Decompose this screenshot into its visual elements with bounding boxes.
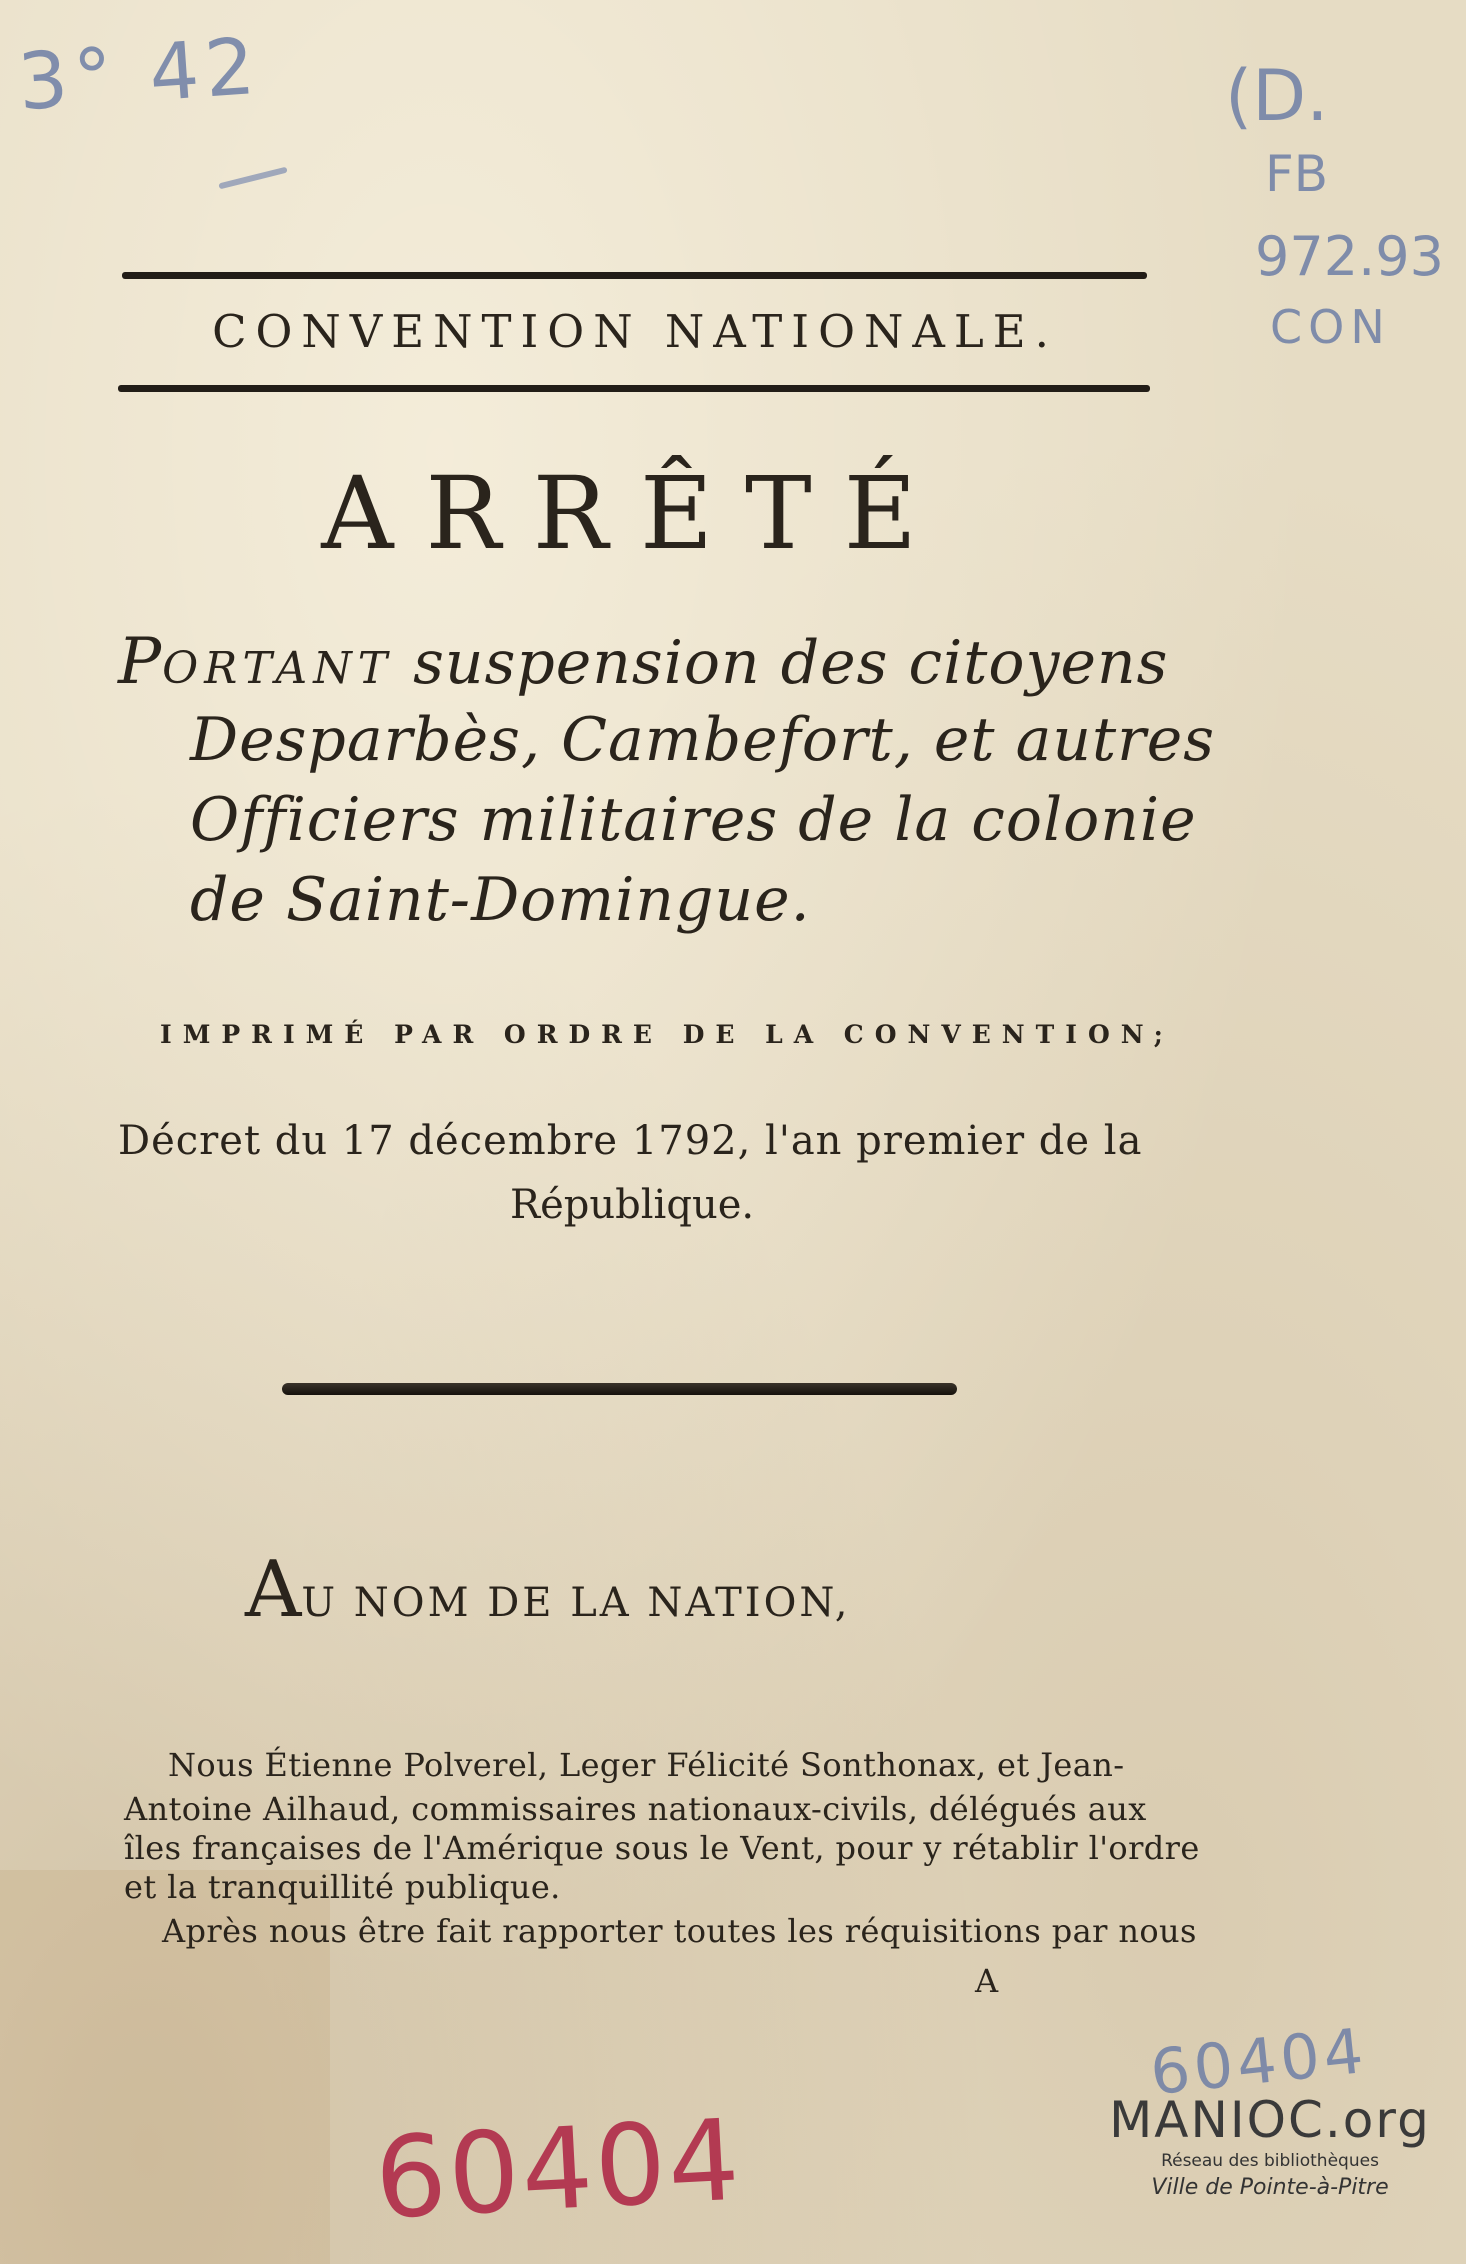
subtitle-line-2: Desparbès, Cambefort, et autres xyxy=(190,705,1216,775)
pencil-annotation-right-3: 972.93 xyxy=(1255,225,1444,288)
document-title: ARRÊTÉ xyxy=(321,455,949,572)
body-line-1: Nous Étienne Polverel, Leger Félicité Sonthonax, et Jean- xyxy=(168,1746,1125,1784)
red-inventory-number: 60404 xyxy=(371,2095,745,2245)
logo-name: MANIOC.org xyxy=(1109,2091,1431,2149)
subtitle-line-1-rest: suspension des citoyens xyxy=(393,628,1169,698)
subtitle-lead-smallcaps: ORTANT xyxy=(162,643,394,694)
decree-line-1: Décret du 17 décembre 1792, l'an premier de la xyxy=(118,1118,1143,1164)
signature-mark: A xyxy=(975,1962,999,2000)
salutation-initial: A xyxy=(245,1545,302,1635)
manioc-logo xyxy=(1100,2092,1440,2202)
salutation xyxy=(245,1545,851,1635)
subtitle-line-1 xyxy=(118,625,1168,699)
pencil-annotation-right-1: (D. xyxy=(1225,55,1329,137)
imprint-line: IMPRIMÉ PAR ORDRE DE LA CONVENTION; xyxy=(160,1020,1174,1049)
pencil-annotation-right-4: CON xyxy=(1270,300,1391,354)
pencil-annotation-right-2: FB xyxy=(1265,145,1329,203)
salutation-rest: U NOM DE LA NATION, xyxy=(301,1580,851,1626)
body-line-4: et la tranquillité publique. xyxy=(124,1868,561,1906)
subtitle-line-3: Officiers militaires de la colonie xyxy=(190,785,1197,855)
logo-tagline-1: Réseau des bibliothèques xyxy=(1161,2151,1379,2171)
pencil-annotation-top-left: 3° 42 xyxy=(15,21,264,129)
subtitle-line-4: de Saint-Domingue. xyxy=(190,865,811,935)
logo-tagline-2: Ville de Pointe-à-Pitre xyxy=(1151,2175,1389,2200)
header-rule-top xyxy=(122,272,1147,279)
body-line-5: Après nous être fait rapporter toutes les réquisitions par nous xyxy=(162,1912,1197,1950)
pencil-dash xyxy=(218,167,287,190)
header-rule-bottom xyxy=(118,385,1150,392)
subtitle-lead-cap: P xyxy=(118,625,163,699)
pencil-annotation-bottom: 60404 xyxy=(1146,2013,1371,2110)
body-line-3: îles françaises de l'Amérique sous le Vent, pour y rétablir l'ordre xyxy=(124,1829,1200,1867)
decree-line-2: République. xyxy=(510,1182,755,1228)
header-title: CONVENTION NATIONALE. xyxy=(212,305,1058,358)
body-line-2: Antoine Ailhaud, commissaires nationaux-civils, délégués aux xyxy=(124,1790,1147,1828)
divider-rule xyxy=(282,1383,957,1395)
